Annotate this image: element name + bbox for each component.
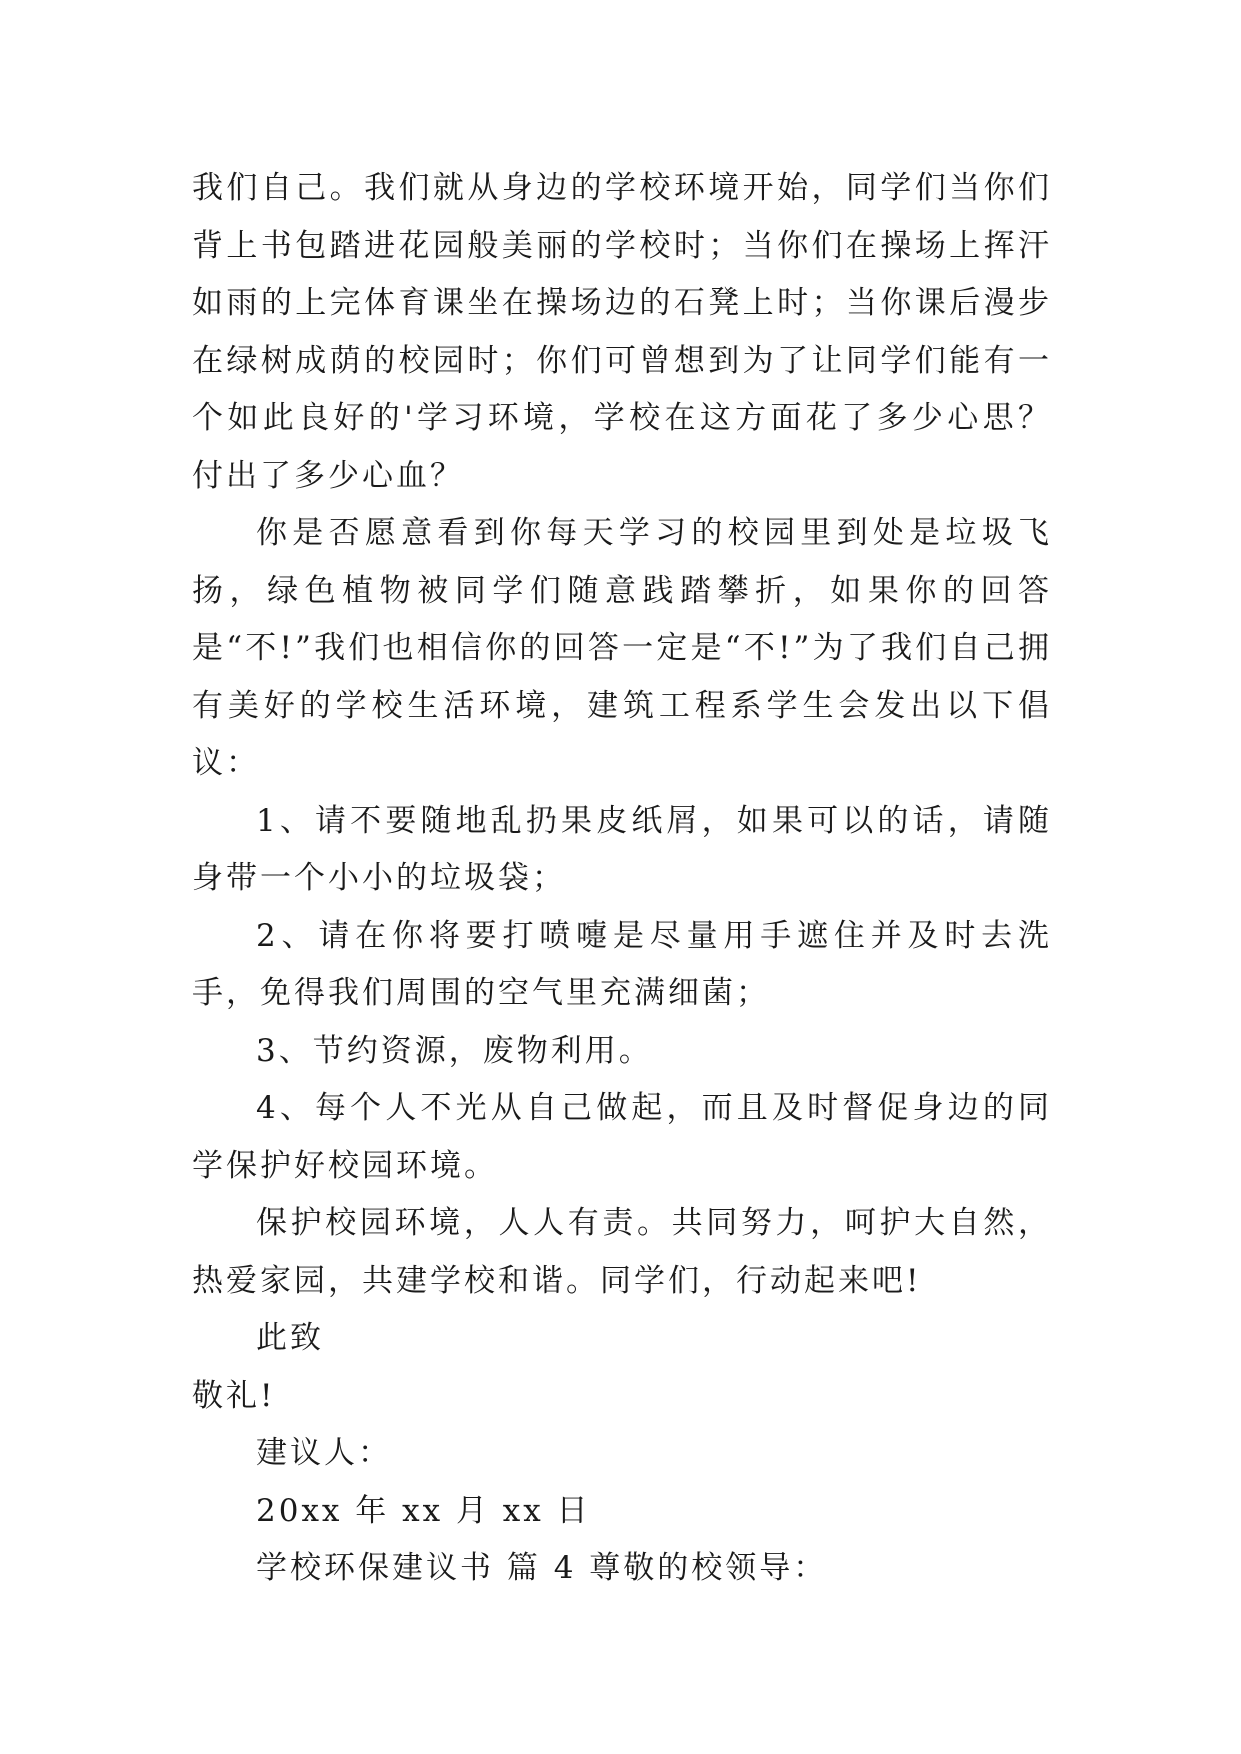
signature-label: 建议人：: [256, 1435, 392, 1471]
closing-regards: 敬礼!: [192, 1377, 276, 1414]
next-section-heading: 学校环保建议书 篇 4 尊敬的校领导：: [256, 1550, 828, 1586]
paragraph-intro: 我们自己。我们就从身边的学校环境开始，同学们当你们背上书包踏进花园般美丽的学校时；当你们在操场上挥汗如雨的上完体育课坐在操场边的石凳上时；当你课后漫步在绿树成荫的校园时；你们可曾想到为了让同学们能有一个如此良好的'学习环境，学校在这方面花了多少心思？付出了多少心血？: [192, 170, 1052, 494]
paragraph-call-to-action: 保护校园环境，人人有责。共同努力，呵护大自然，热爱家园，共建学校和谐。同学们，行动起来吧!: [192, 1205, 1052, 1299]
document-body: [192, 160, 1052, 1598]
closing-salutation: 此致: [256, 1320, 324, 1356]
proposal-item-3: 3、节约资源，废物利用。: [256, 1032, 653, 1069]
proposal-item-1: 1、请不要随地乱扔果皮纸屑，如果可以的话，请随身带一个小小的垃圾袋；: [192, 802, 1052, 896]
signature-date: 20xx 年 xx 月 xx 日: [256, 1492, 591, 1529]
paragraph-question: 你是否愿意看到你每天学习的校园里到处是垃圾飞扬，绿色植物被同学们随意践踏攀折，如果你的回答是“不!”我们也相信你的回答一定是“不!”为了我们自己拥有美好的学校生活环境，建筑工程系学生会发出以下倡议：: [192, 515, 1052, 781]
proposal-item-4: 4、每个人不光从自己做起，而且及时督促身边的同学保护好校园环境。: [192, 1090, 1052, 1184]
proposal-item-2: 2、请在你将要打喷嚏是尽量用手遮住并及时去洗手，免得我们周围的空气里充满细菌；: [192, 917, 1052, 1011]
